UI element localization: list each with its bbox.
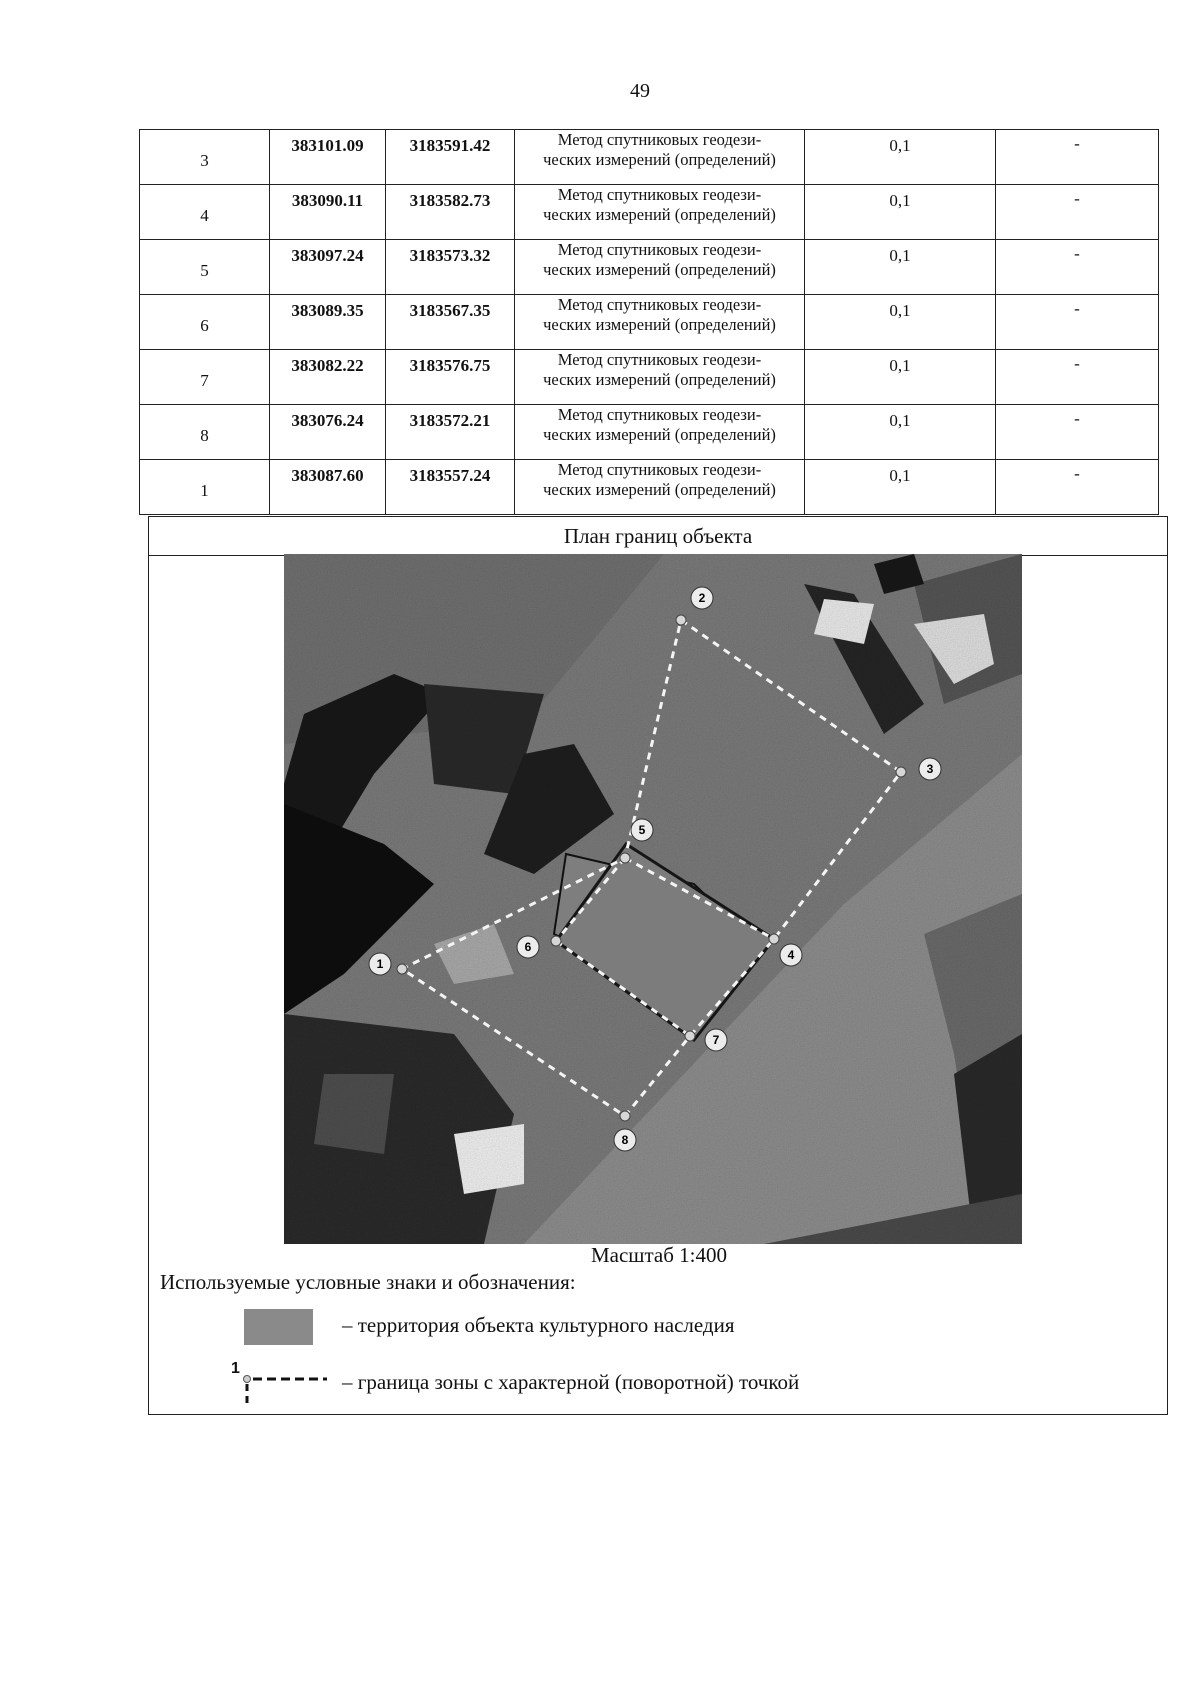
point-marker-6 [517, 936, 539, 958]
y-coordinate-cell: 3183557.24 [386, 460, 515, 515]
method-line: Метод спутниковых геодези- [557, 405, 762, 424]
accuracy-cell: 0,1 [805, 295, 996, 350]
point-marker-3 [919, 758, 941, 780]
accuracy-cell: 0,1 [805, 460, 996, 515]
method-cell [515, 350, 805, 405]
svg-text:7: 7 [712, 1033, 720, 1047]
legend-heritage-swatch [244, 1309, 313, 1345]
accuracy-cell: 0,1 [805, 130, 996, 185]
extra-cell: - [996, 240, 1159, 295]
point-number-cell: 6 [140, 295, 270, 350]
point-number-cell: 1 [140, 460, 270, 515]
point-marker-1 [369, 953, 391, 975]
extra-cell: - [996, 295, 1159, 350]
legend-title: Используемые условные знаки и обозначения: [160, 1270, 576, 1294]
table-row [140, 295, 1159, 350]
method-line: Метод спутниковых геодези- [557, 130, 762, 149]
extra-cell: - [996, 460, 1159, 515]
extra-cell: - [996, 185, 1159, 240]
y-coordinate-cell: 3183576.75 [386, 350, 515, 405]
svg-text:4: 4 [787, 948, 795, 962]
legend-boundary-label: – граница зоны с характерной (поворотной) точкой [342, 1370, 800, 1394]
svg-text:2: 2 [698, 591, 706, 605]
point-marker-8 [614, 1129, 636, 1151]
legend-boundary-marker: 1 [231, 1360, 240, 1377]
table-row [140, 130, 1159, 185]
method-line: Метод спутниковых геодези- [557, 240, 762, 259]
method-line: Метод спутниковых геодези- [557, 185, 762, 204]
accuracy-cell: 0,1 [805, 350, 996, 405]
y-coordinate-cell: 3183573.32 [386, 240, 515, 295]
extra-cell: - [996, 130, 1159, 185]
legend-heritage-label: – территория объекта культурного наследия [342, 1313, 735, 1337]
method-cell [515, 295, 805, 350]
svg-text:3: 3 [926, 762, 934, 776]
x-coordinate-cell: 383089.35 [270, 295, 386, 350]
x-coordinate-cell: 383097.24 [270, 240, 386, 295]
aerial-map [284, 554, 1022, 1244]
method-line: ческих измерений (определений) [543, 150, 776, 169]
method-line: Метод спутниковых геодези- [557, 295, 762, 314]
svg-text:5: 5 [638, 823, 646, 837]
method-line: ческих измерений (определений) [543, 315, 776, 334]
x-coordinate-cell: 383076.24 [270, 405, 386, 460]
extra-cell: - [996, 405, 1159, 460]
method-line: ческих измерений (определений) [543, 425, 776, 444]
y-coordinate-cell: 3183582.73 [386, 185, 515, 240]
point-marker-2 [691, 587, 713, 609]
method-line: Метод спутниковых геодези- [557, 460, 762, 479]
map-scale: Масштаб 1:400 [590, 1243, 727, 1267]
y-coordinate-cell: 3183591.42 [386, 130, 515, 185]
extra-cell: - [996, 350, 1159, 405]
point-number-cell: 8 [140, 405, 270, 460]
y-coordinate-cell: 3183567.35 [386, 295, 515, 350]
table-row [140, 460, 1159, 515]
svg-text:8: 8 [621, 1133, 629, 1147]
y-coordinate-cell: 3183572.21 [386, 405, 515, 460]
point-marker-7 [705, 1029, 727, 1051]
method-cell [515, 130, 805, 185]
plan-box [148, 516, 1168, 1415]
x-coordinate-cell: 383082.22 [270, 350, 386, 405]
point-marker-4 [780, 944, 802, 966]
x-coordinate-cell: 383101.09 [270, 130, 386, 185]
point-marker-5 [631, 819, 653, 841]
method-cell [515, 405, 805, 460]
table-row [140, 350, 1159, 405]
svg-text:6: 6 [524, 940, 532, 954]
method-cell [515, 185, 805, 240]
method-line: ческих измерений (определений) [543, 480, 776, 499]
method-line: ческих измерений (определений) [543, 260, 776, 279]
point-number-cell: 5 [140, 240, 270, 295]
x-coordinate-cell: 383087.60 [270, 460, 386, 515]
accuracy-cell: 0,1 [805, 240, 996, 295]
page-number: 49 [630, 80, 650, 102]
point-number-cell: 4 [140, 185, 270, 240]
method-line: Метод спутниковых геодези- [557, 350, 762, 369]
accuracy-cell: 0,1 [805, 405, 996, 460]
table-row [140, 240, 1159, 295]
method-line: ческих измерений (определений) [543, 370, 776, 389]
point-number-cell: 7 [140, 350, 270, 405]
plan-title: План границ объекта [149, 517, 1167, 556]
coordinates-table [139, 129, 1159, 515]
table-row [140, 185, 1159, 240]
method-cell [515, 460, 805, 515]
method-cell [515, 240, 805, 295]
point-number-cell: 3 [140, 130, 270, 185]
svg-text:1: 1 [376, 957, 384, 971]
method-line: ческих измерений (определений) [543, 205, 776, 224]
legend-boundary-icon [229, 1357, 329, 1407]
accuracy-cell: 0,1 [805, 185, 996, 240]
x-coordinate-cell: 383090.11 [270, 185, 386, 240]
table-row [140, 405, 1159, 460]
